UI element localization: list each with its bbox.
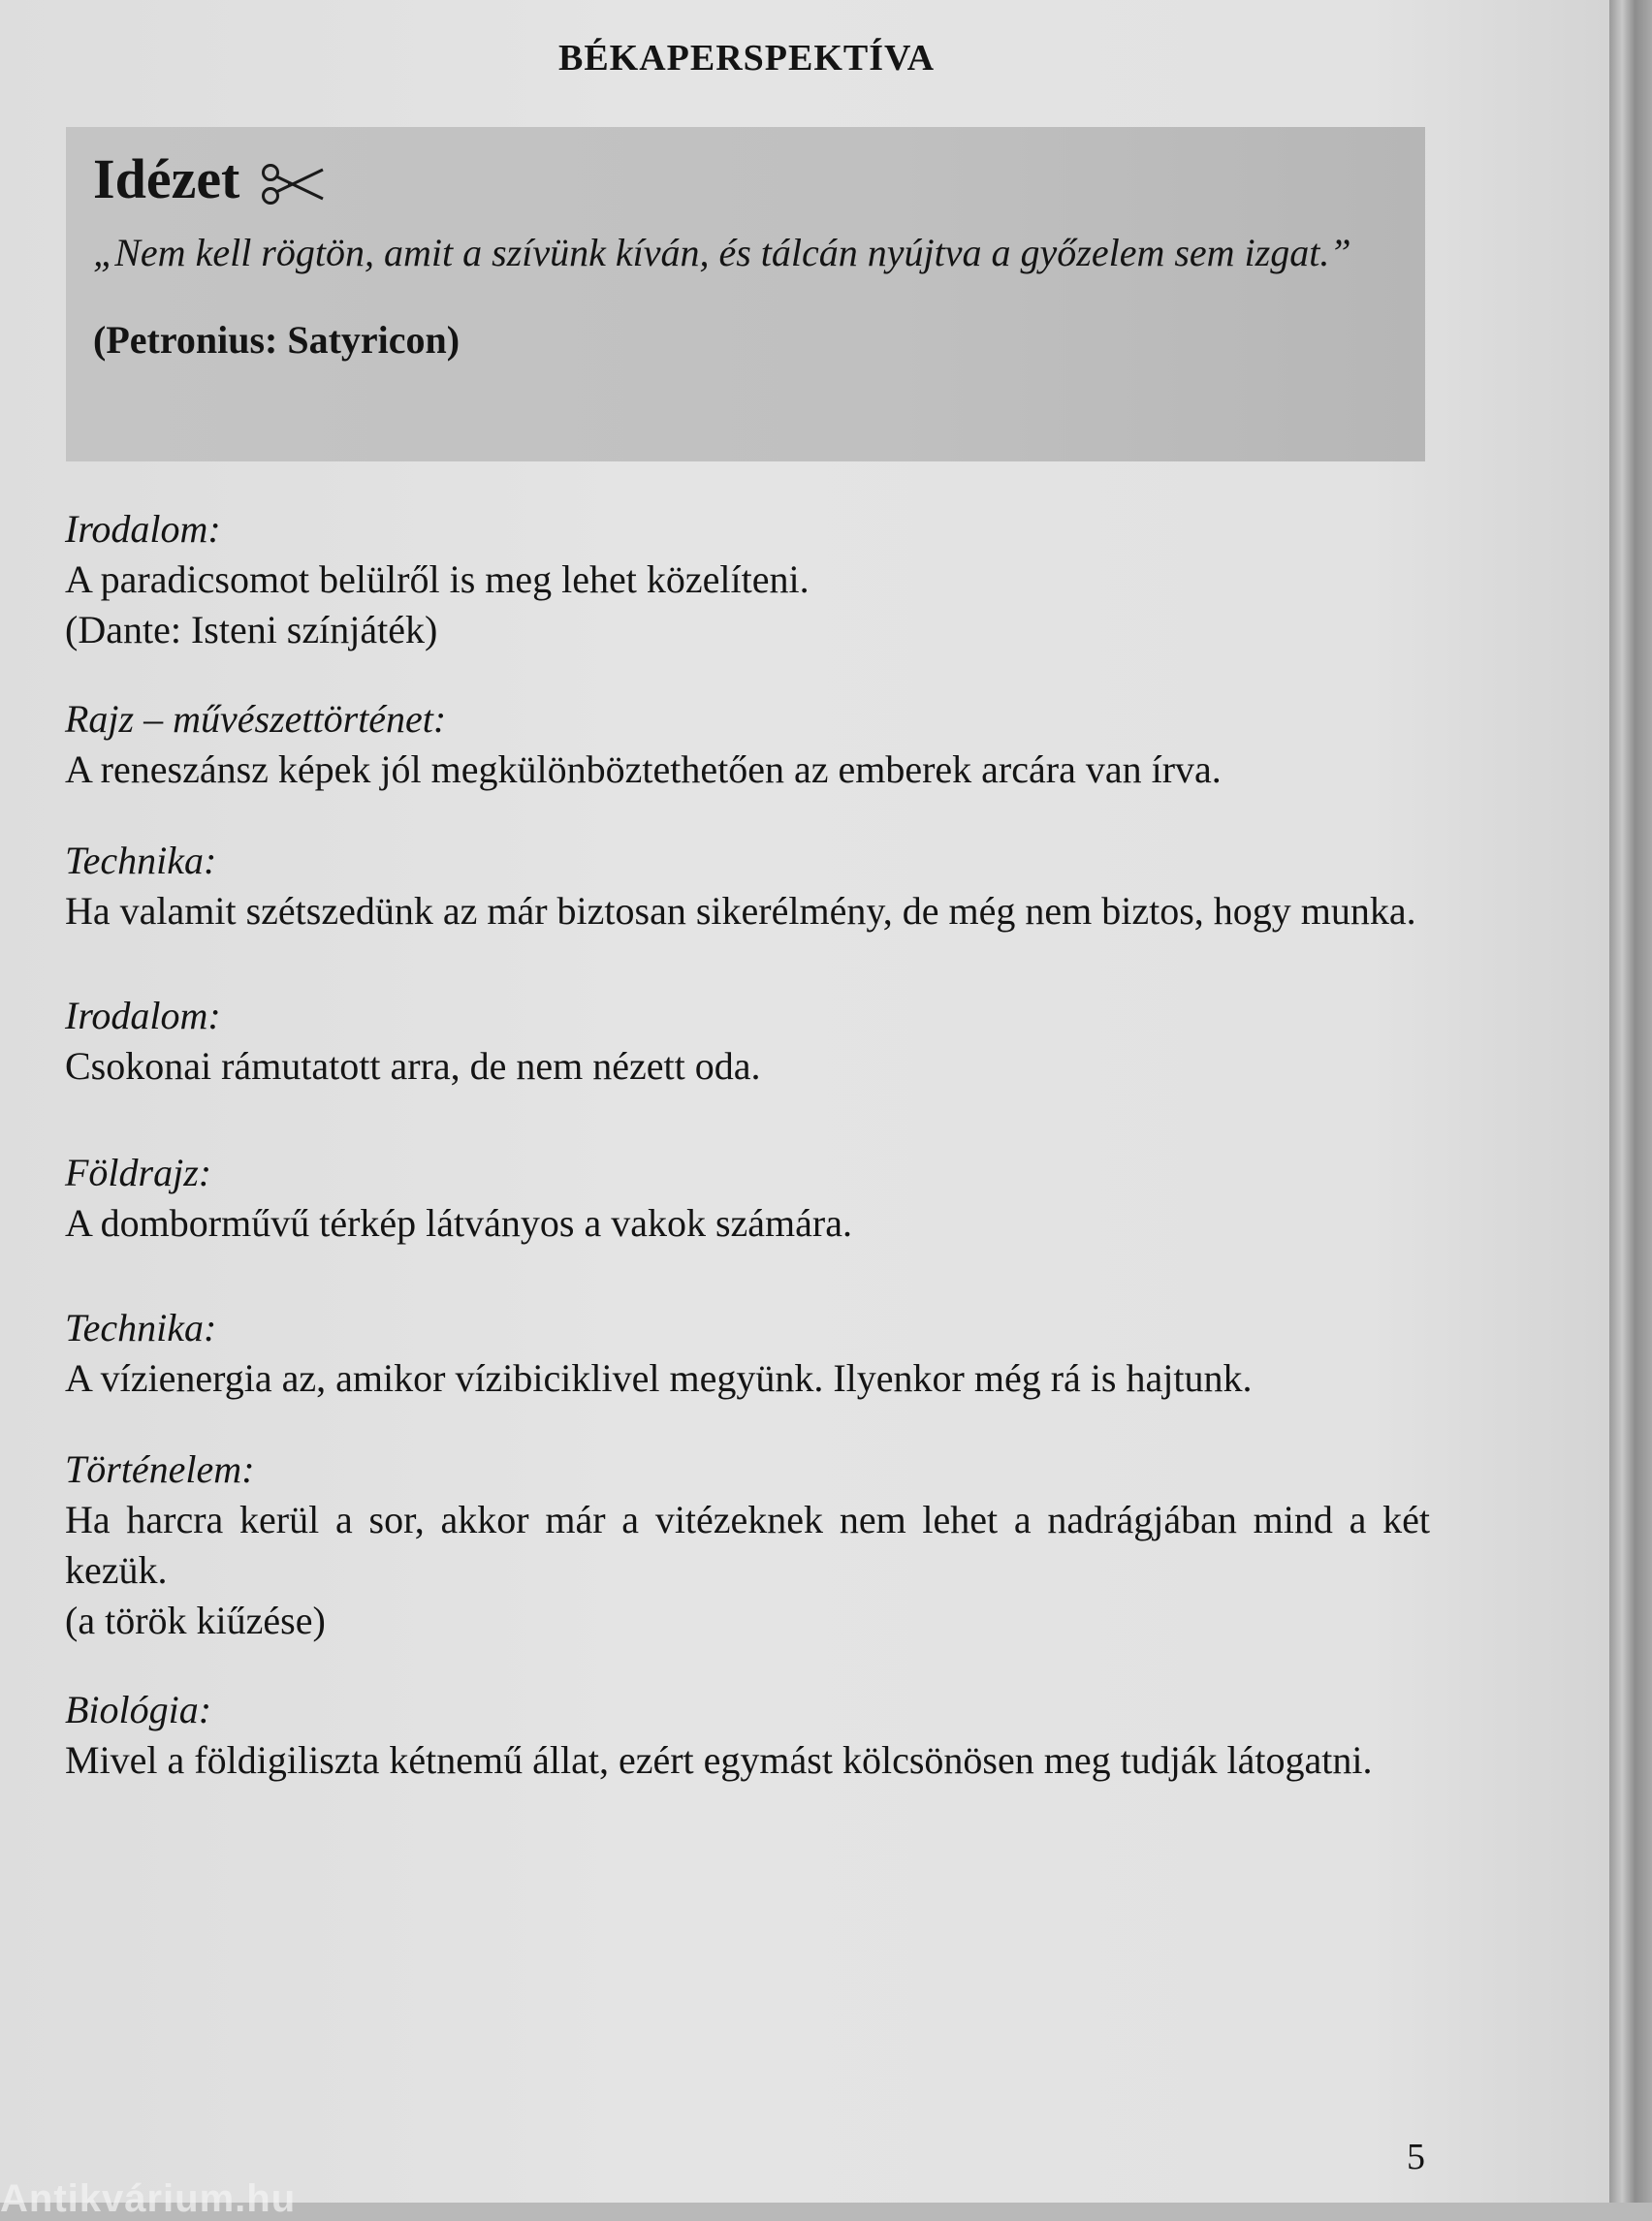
entry-subject: Irodalom: xyxy=(65,507,221,551)
entry-subject: Biológia: xyxy=(65,1688,212,1731)
entry-text: A reneszánsz képek jól megkülönböztethetően az emberek arcára van írva. xyxy=(65,747,1222,791)
entry-subject: Technika: xyxy=(65,839,217,882)
scissors-icon xyxy=(261,157,325,202)
quote-text: „Nem kell rögtön, amit a szívünk kíván, és tálcán nyújtva a győzelem sem izgat.” xyxy=(93,230,1351,274)
entry-text: Csokonai rámutatott arra, de nem nézett oda. xyxy=(65,1044,761,1088)
entry-text: A vízienergia az, amikor vízibiciklivel megyünk. Ilyenkor még rá is hajtunk. xyxy=(65,1356,1253,1400)
entry-technika-1 xyxy=(65,836,1430,936)
quote-title: Idézet xyxy=(93,147,240,210)
entry-technika-2 xyxy=(65,1303,1430,1404)
quote-box xyxy=(66,127,1425,461)
page-edge xyxy=(1609,0,1652,2203)
entry-text: Ha valamit szétszedünk az már biztosan sikerélmény, de még nem biztos, hogy munka. xyxy=(65,889,1416,933)
entry-rajz xyxy=(65,694,1430,795)
running-head: BÉKAPERSPEKTÍVA xyxy=(557,38,936,79)
entry-citation: (Dante: Isteni színjáték) xyxy=(65,608,438,651)
quote-source: (Petronius: Satyricon) xyxy=(93,317,461,362)
entry-biologia xyxy=(65,1685,1430,1786)
entry-subject: Technika: xyxy=(65,1306,217,1349)
quote-title-row xyxy=(93,148,1398,210)
entry-text: A paradicsomot belülről is meg lehet közelíteni. xyxy=(65,557,810,601)
entries-list xyxy=(65,504,1430,1786)
entry-subject: Földrajz: xyxy=(65,1151,212,1194)
page-number: 5 xyxy=(1407,2137,1425,2177)
entry-text: Mivel a földigiliszta kétnemű állat, ezért egymást kölcsönösen meg tudják látogatni. xyxy=(65,1738,1373,1782)
entry-irodalom-1 xyxy=(65,504,1430,655)
entry-subject: Irodalom: xyxy=(65,994,221,1037)
entry-tortenelem xyxy=(65,1444,1430,1646)
entry-text: A domborművű térkép látványos a vakok számára. xyxy=(65,1201,852,1245)
watermark: Antikvárium.hu xyxy=(0,2177,297,2220)
entry-subject: Történelem: xyxy=(65,1447,255,1491)
entry-foldrajz xyxy=(65,1148,1430,1249)
entry-citation: (a török kiűzése) xyxy=(65,1599,326,1642)
entry-subject: Rajz – művészettörténet: xyxy=(65,697,447,741)
entry-text: Ha harcra kerül a sor, akkor már a vitézeknek nem lehet a nadrágjában mind a két kezük. xyxy=(65,1498,1430,1592)
entry-irodalom-2 xyxy=(65,991,1430,1092)
